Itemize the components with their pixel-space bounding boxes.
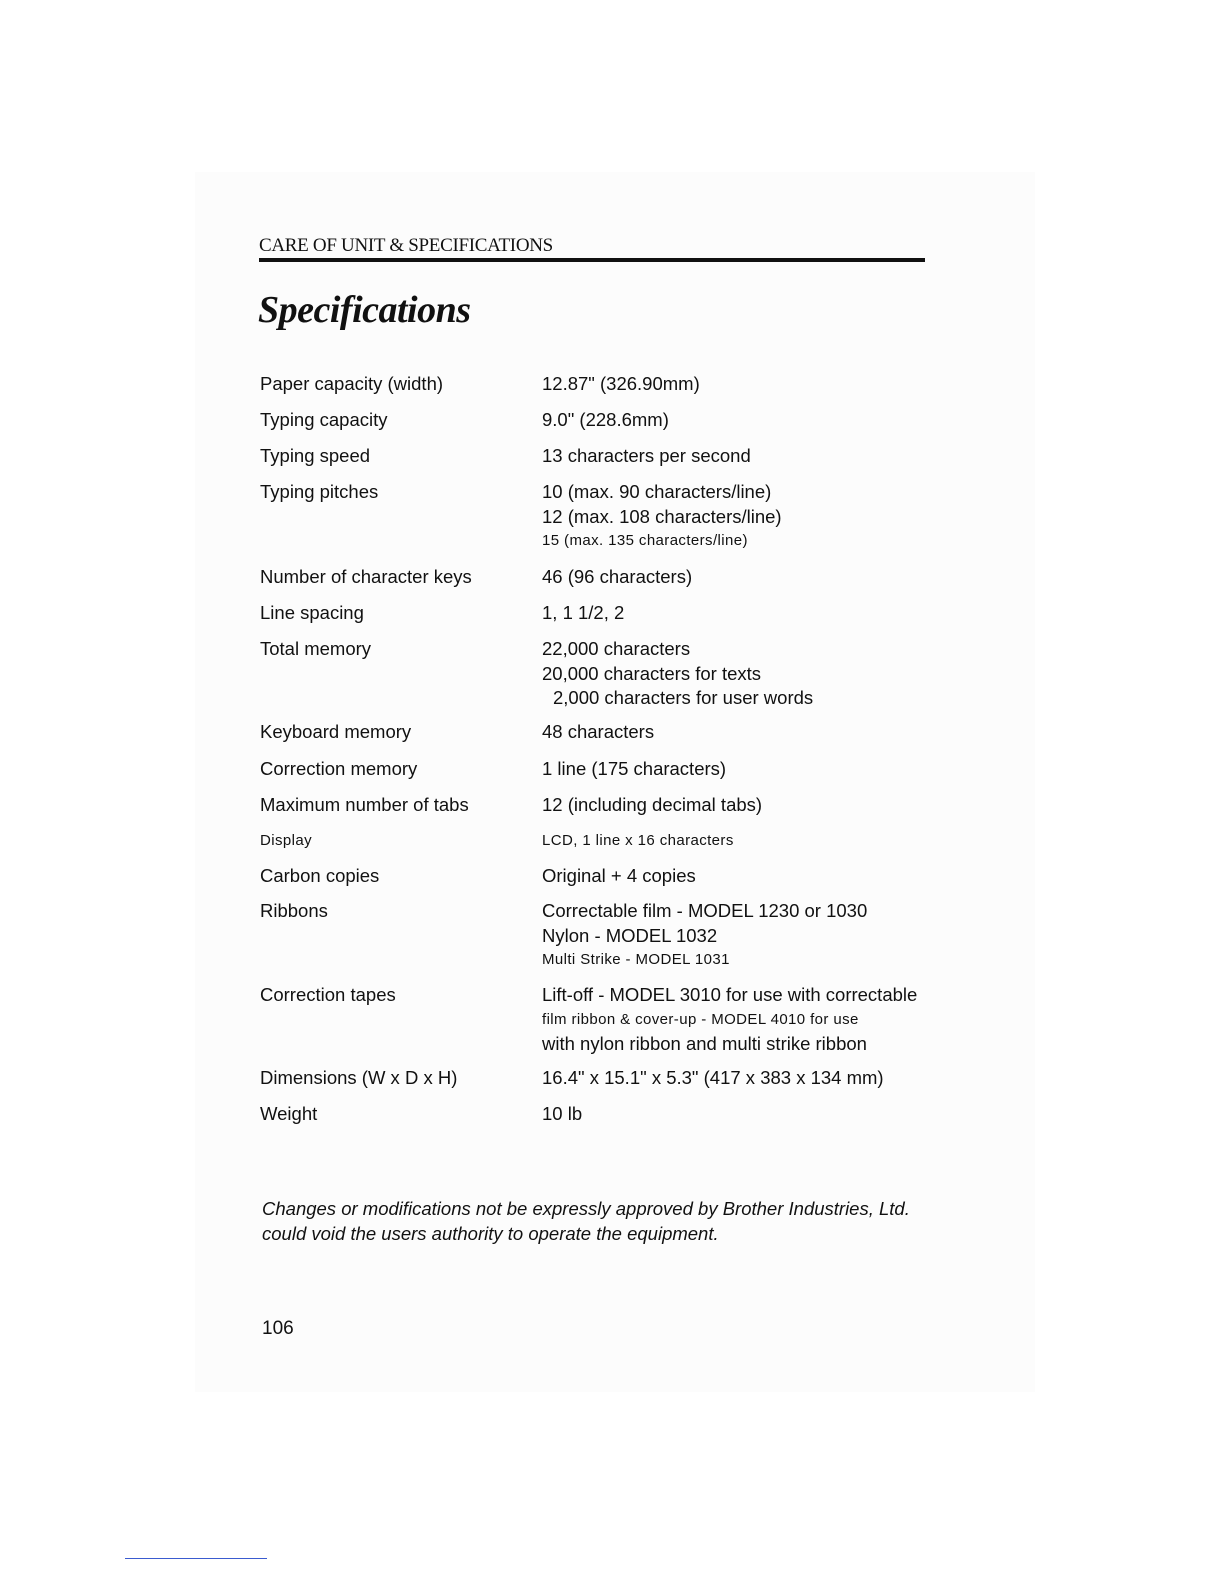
spec-value (542, 444, 942, 469)
spec-value-line: with nylon ribbon and multi strike ribbon (542, 1033, 867, 1054)
spec-value-line: 10 lb (542, 1103, 583, 1124)
spec-value-line: 46 (96 characters) (542, 566, 693, 587)
spec-label: Number of character keys (260, 566, 472, 587)
spec-value (542, 565, 942, 590)
spec-label: Carbon copies (260, 865, 380, 886)
spec-value-line: Original + 4 copies (542, 865, 696, 886)
page-title: Specifications (258, 289, 471, 331)
spec-value (542, 757, 942, 782)
bottom-rule (125, 1558, 267, 1559)
spec-value (542, 793, 942, 818)
spec-label: Typing pitches (260, 481, 379, 502)
spec-label: Ribbons (260, 900, 328, 921)
spec-value (542, 829, 942, 854)
spec-label: Paper capacity (width) (260, 373, 444, 394)
page-number: 106 (262, 1318, 294, 1339)
spec-value (542, 480, 942, 554)
spec-value (542, 720, 942, 745)
spec-value (542, 983, 942, 1057)
spec-value (542, 637, 942, 711)
spec-label: Line spacing (260, 602, 364, 623)
spec-value-line: 1, 1 1/2, 2 (542, 602, 625, 623)
section-header: CARE OF UNIT & SPECIFICATIONS (259, 234, 925, 262)
spec-value-line: 22,000 characters (542, 638, 691, 659)
spec-value-line: film ribbon & cover-up - MODEL 4010 for use (542, 1010, 859, 1028)
spec-value (542, 864, 942, 889)
spec-value (542, 372, 942, 397)
spec-value (542, 1066, 942, 1091)
spec-value-line: LCD, 1 line x 16 characters (542, 832, 734, 849)
spec-value-line: 12 (max. 108 characters/line) (542, 505, 782, 527)
spec-label: Display (260, 832, 312, 849)
spec-value-line: 1 line (175 characters) (542, 758, 727, 779)
spec-value-line: Lift-off - MODEL 3010 for use with correctable (542, 984, 918, 1005)
notice-line: Changes or modifications not be expressly approved by Brother Industries, Ltd. (262, 1198, 910, 1219)
spec-value (542, 899, 942, 973)
spec-value-line: Nylon - MODEL 1032 (542, 924, 718, 946)
spec-label: Typing speed (260, 445, 371, 466)
fcc-notice (262, 1196, 962, 1246)
spec-value-line: 15 (max. 135 characters/line) (542, 532, 748, 549)
spec-label: Keyboard memory (260, 721, 412, 742)
spec-value-line: 12 (including decimal tabs) (542, 794, 763, 815)
notice-line: could void the users authority to operate the equipment. (262, 1223, 719, 1244)
spec-value-line: 10 (max. 90 characters/line) (542, 481, 772, 502)
spec-label: Dimensions (W x D x H) (260, 1067, 458, 1088)
spec-label: Correction memory (260, 758, 418, 779)
spec-value-line: 9.0" (228.6mm) (542, 409, 669, 430)
spec-value-line: 13 characters per second (542, 445, 751, 466)
spec-value-line: 20,000 characters for texts (542, 662, 762, 684)
spec-value-line: Correctable film - MODEL 1230 or 1030 (542, 900, 868, 921)
spec-label: Correction tapes (260, 984, 396, 1005)
spec-value-line: 16.4" x 15.1" x 5.3" (417 x 383 x 134 mm) (542, 1067, 884, 1088)
spec-value (542, 1102, 942, 1127)
spec-label: Typing capacity (260, 409, 388, 430)
spec-value-line: 48 characters (542, 721, 655, 742)
spec-value-line: Multi Strike - MODEL 1031 (542, 951, 730, 968)
spec-value-line: 12.87" (326.90mm) (542, 373, 700, 394)
spec-value (542, 408, 942, 433)
spec-value (542, 601, 942, 626)
spec-label: Weight (260, 1103, 318, 1124)
spec-value-line: 2,000 characters for user words (553, 687, 814, 708)
spec-label: Maximum number of tabs (260, 794, 469, 815)
spec-label: Total memory (260, 638, 372, 659)
